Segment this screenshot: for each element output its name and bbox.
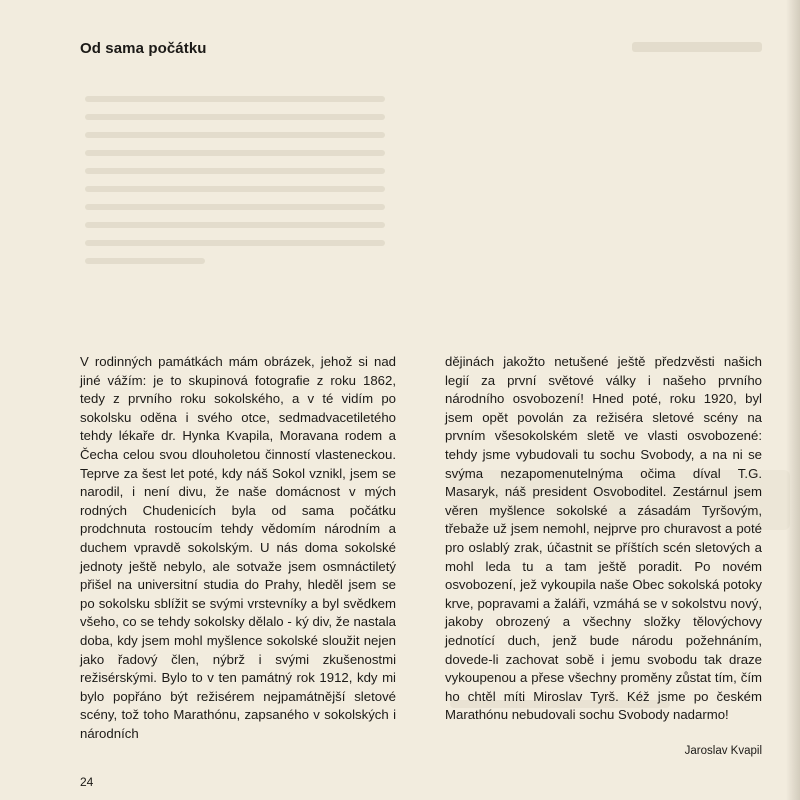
page-title: Od sama počátku bbox=[80, 40, 207, 57]
text-column-right bbox=[445, 353, 762, 725]
author-signature: Jaroslav Kvapil bbox=[684, 745, 762, 757]
page-edge-shadow bbox=[786, 0, 800, 800]
page-number: 24 bbox=[80, 775, 94, 789]
body-paragraph-right: dějinách jakožto netušené ještě předzvěsti našich legií za první světové války i našeho prvního národního osvobození! Hned poté, roku 1920, byl jsem opět povolán za režiséra sletové scény na prvním všesokolském sletě ve vlasti osvobozené: tehdy jsme vybudovali tu sochu Svobody, a na ni se svýma nezapomenutelnýma očima díval T.G. Masaryk, náš president Osvoboditel. Zestárnul jsem věren myšlence sokolské a zásadám Tyršovým, třebaže už jsem nemohl, nejprve pro churavost a poté pro oslablý zrak, účastnit se příštích scén sletových a mohl leda tu a tam ještě poradit. Po novém osvobození, jež vykoupila naše Obec sokolská potoky krve, popravami a žaláři, vzmáhá se v sokolstvu nový, jakoby obrozený a všechny složky tělovýchovy jednotící duch, jenž bude národu požehnáním, dovede-li zachovat sobě i jemu svobodu tak draze vykoupenou a přese všechny proměny zůstat tím, čím ho chtěl míti Miroslav Tyrš. Kéž jsme po českém Marathónu nebudovali sochu Svobody nadarmo! bbox=[445, 354, 762, 723]
body-paragraph-left: V rodinných památkách mám obrázek, jehož si nad jiné vážím: je to skupinová fotografie z roku 1862, tedy z prvního roku sokolského, a v té vidím po sokolsku oděna i svého otce, sedmadvacetiletého tehdy lékaře dr. Hynka Kvapila, Moravana rodem a Čecha celou svou dlouholetou činností vlasteneckou. Teprve za šest let poté, kdy náš Sokol vznikl, jsem se narodil, i není divu, že naše domácnost v mých rodných Chudenicích byla od sama počátku prodchnuta rostoucím tehdy vědomím národním a duchem vpravdě sokolským. U nás doma sokolské jednoty ještě nebylo, ale sotvaže jsem osmnáctiletý přišel na universitní studia do Prahy, hleděl jsem se po sokolsku sblížit se svými vrstevníky a byl svědkem všeho, co se tehdy sokolsky dělalo - ký div, že nastala doba, kdy jsem mohl myšlence sokolské sloužit nejen jako řadový člen, nýbrž i svými zkušenostmi režisérskými. Bylo to v ten památný rok 1912, kdy mi bylo popřáno být režisérem nejpamátnější sletové scény, tož toho Marathónu, zapsaného v sokolských i národních bbox=[80, 354, 396, 741]
text-column-left bbox=[80, 353, 396, 743]
